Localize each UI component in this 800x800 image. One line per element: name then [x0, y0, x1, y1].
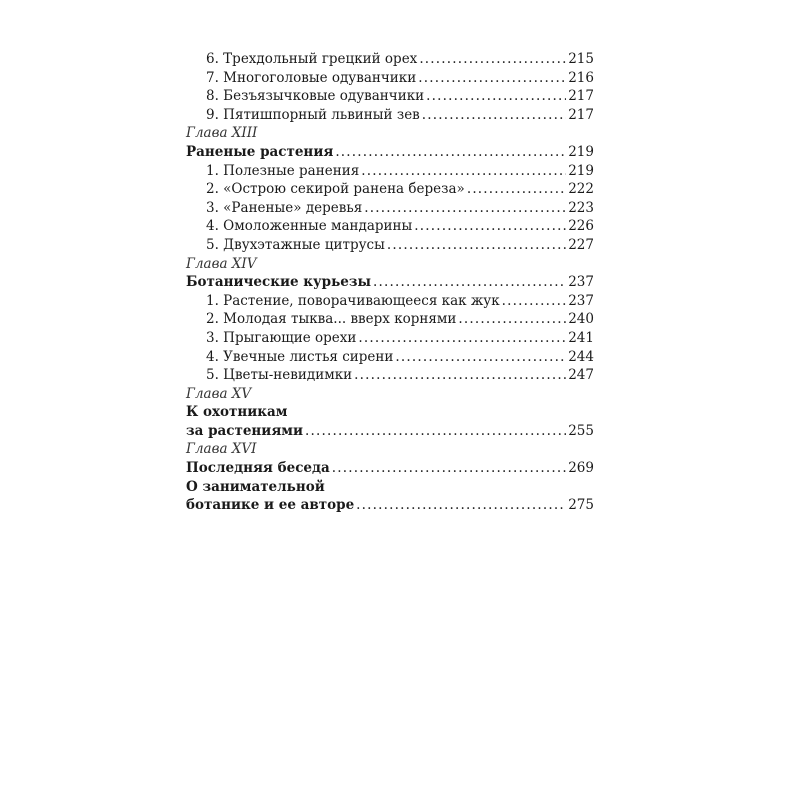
- toc-entry-page: 227: [568, 236, 594, 253]
- dot-leader: [467, 180, 566, 199]
- dot-leader: [354, 366, 566, 385]
- toc-entry: [186, 199, 594, 218]
- toc-entry-title: 2. Молодая тыква... вверх корнями: [206, 311, 457, 328]
- toc-entry-page: 219: [568, 143, 594, 160]
- toc-entry-page: 269: [568, 460, 594, 477]
- toc-chapter-entry: [186, 273, 594, 292]
- dot-leader: [332, 459, 566, 478]
- toc-entry: [186, 329, 594, 348]
- chapter-heading: [186, 255, 594, 274]
- dot-leader: [414, 217, 566, 236]
- toc-entry: [186, 217, 594, 236]
- toc-entry-title: 7. Многоголовые одуванчики: [206, 69, 417, 86]
- toc-entry: [186, 310, 594, 329]
- toc-entry-page: 216: [568, 69, 594, 86]
- table-of-contents: [186, 50, 594, 515]
- toc-entry-page: 241: [568, 329, 594, 346]
- toc-entry-page: 219: [568, 162, 594, 179]
- toc-entry-page: 240: [568, 311, 594, 328]
- chapter-heading: [186, 124, 594, 143]
- toc-entry-page: 237: [568, 274, 594, 291]
- dot-leader: [373, 273, 566, 292]
- toc-entry: [186, 50, 594, 69]
- toc-entry-page: 275: [568, 497, 594, 514]
- chapter-label: Глава XIV: [186, 255, 257, 272]
- toc-entry: [186, 162, 594, 181]
- toc-entry-page: 255: [568, 422, 594, 439]
- toc-chapter-title: Ботанические курьезы: [186, 274, 372, 291]
- toc-entry-title: 1. Растение, поворачивающееся как жук: [206, 292, 500, 309]
- toc-entry-page: 223: [568, 199, 594, 216]
- toc-entry-page: 244: [568, 348, 594, 365]
- chapter-label: Глава XV: [186, 385, 252, 402]
- toc-entry-title: 5. Цветы-невидимки: [206, 367, 353, 384]
- toc-chapter-entry: [186, 459, 594, 478]
- toc-entry-title: 2. «Острою секирой ранена береза»: [206, 181, 465, 198]
- toc-entry-page: 237: [568, 292, 594, 309]
- toc-entry-page: 217: [568, 106, 594, 123]
- dot-leader: [419, 50, 566, 69]
- toc-entry-title: 8. Безъязычковые одуванчики: [206, 88, 425, 105]
- toc-entry-title: 4. Омоложенные мандарины: [206, 218, 413, 235]
- toc-chapter-title-line: [186, 403, 594, 422]
- dot-leader: [356, 496, 566, 515]
- dot-leader: [335, 143, 566, 162]
- dot-leader: [422, 106, 566, 125]
- toc-entry-page: 247: [568, 367, 594, 384]
- toc-entry-page: 217: [568, 88, 594, 105]
- dot-leader: [418, 69, 566, 88]
- toc-chapter-entry: [186, 422, 594, 441]
- toc-entry: [186, 348, 594, 367]
- dot-leader: [395, 348, 566, 367]
- toc-entry: [186, 236, 594, 255]
- toc-chapter-title: Раненые растения: [186, 143, 334, 160]
- toc-chapter-entry: [186, 496, 594, 515]
- toc-entry: [186, 87, 594, 106]
- chapter-label: Глава XIII: [186, 125, 258, 142]
- chapter-label: Глава XVI: [186, 441, 257, 458]
- toc-entry: [186, 366, 594, 385]
- dot-leader: [358, 329, 566, 348]
- toc-entry: [186, 69, 594, 88]
- toc-chapter-entry: [186, 143, 594, 162]
- toc-entry-page: 222: [568, 181, 594, 198]
- toc-entry-title: 3. Прыгающие орехи: [206, 329, 357, 346]
- dot-leader: [426, 87, 566, 106]
- dot-leader: [305, 422, 566, 441]
- dot-leader: [387, 236, 566, 255]
- toc-chapter-title: за растениями: [186, 422, 304, 439]
- toc-entry-title: 6. Трехдольный грецкий орех: [206, 51, 418, 67]
- toc-entry-page: 215: [568, 51, 594, 67]
- dot-leader: [458, 310, 566, 329]
- toc-entry-title: 9. Пятишпорный львиный зев: [206, 106, 420, 123]
- toc-chapter-title: Последняя беседа: [186, 460, 330, 477]
- toc-entry: [186, 106, 594, 125]
- dot-leader: [364, 199, 566, 218]
- chapter-heading: [186, 440, 594, 459]
- toc-entry-title: 4. Увечные листья сирени: [206, 348, 394, 365]
- toc-chapter-title-line: [186, 478, 594, 497]
- toc-entry-title: 5. Двухэтажные цитрусы: [206, 236, 385, 253]
- toc-entry: [186, 292, 594, 311]
- toc-entry: [186, 180, 594, 199]
- dot-leader: [502, 292, 567, 311]
- chapter-heading: [186, 385, 594, 404]
- toc-entry-title: 1. Полезные ранения: [206, 162, 360, 179]
- dot-leader: [361, 162, 566, 181]
- toc-chapter-title: ботанике и ее авторе: [186, 497, 355, 514]
- toc-chapter-title: К охотникам: [186, 404, 288, 421]
- toc-entry-title: 3. «Раненые» деревья: [206, 199, 363, 216]
- toc-chapter-title: О занимательной: [186, 478, 325, 495]
- toc-entry-page: 226: [568, 218, 594, 235]
